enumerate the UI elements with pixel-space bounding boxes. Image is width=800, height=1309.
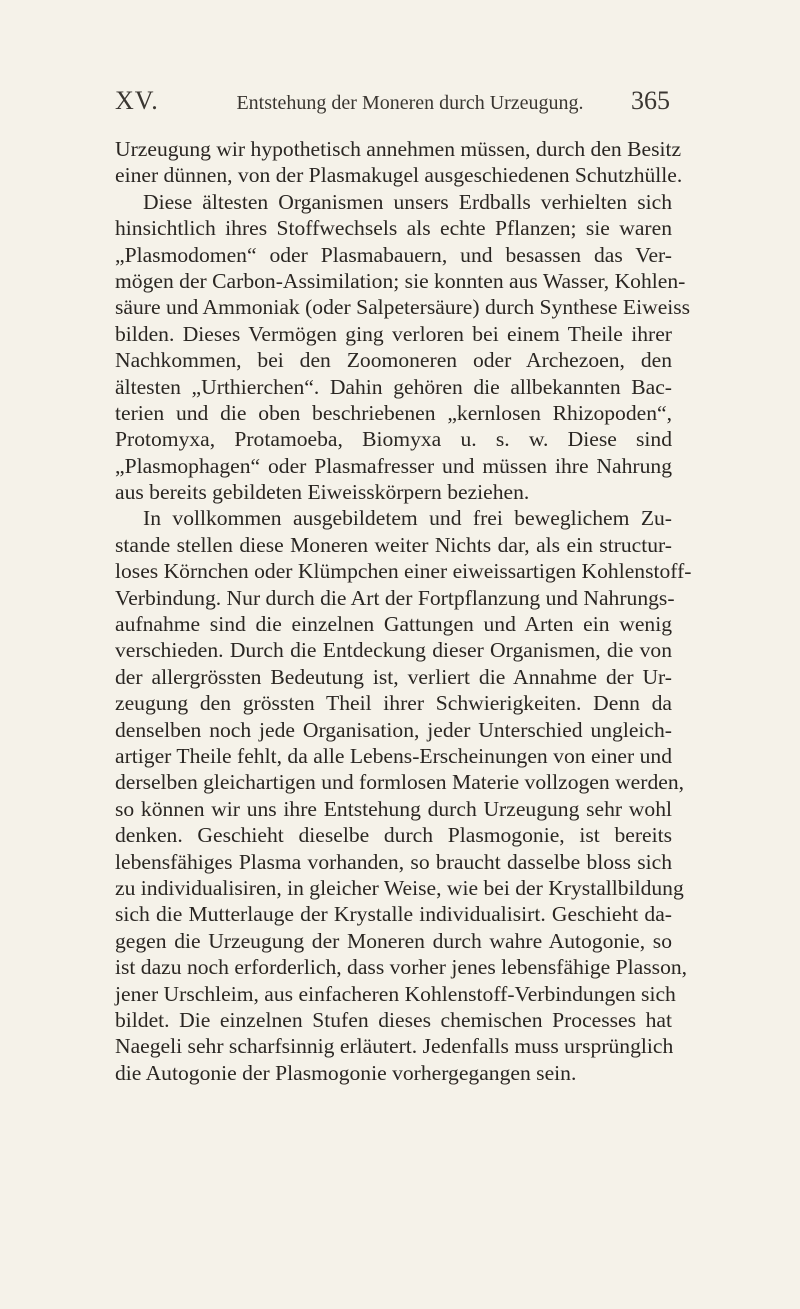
text-line: denken. Geschieht dieselbe durch Plasmogonie, ist bereits	[115, 823, 672, 848]
text-line: Diese ältesten Organismen unsers Erdballs verhielten sich	[143, 189, 672, 214]
text-line: „Plasmodomen“ oder Plasmabauern, und besassen das Ver-	[115, 242, 672, 267]
text-line: aus bereits gebildeten Eiweisskörpern beziehen.	[115, 480, 530, 505]
text-line: Nachkommen, bei den Zoomoneren oder Archezoen, den	[115, 348, 672, 373]
text-line: „Plasmophagen“ oder Plasmafresser und müssen ihre Nahrung	[115, 453, 672, 478]
text-line: zu individualisiren, in gleicher Weise, wie bei der Krystallbildung	[115, 875, 684, 900]
text-line: säure und Ammoniak (oder Salpetersäure) durch Synthese Eiweiss	[115, 295, 691, 320]
text-line: loses Körnchen oder Klümpchen einer eiweissartigen Kohlenstoff-	[115, 559, 692, 584]
text-line: denselben noch jede Organisation, jeder Unterschied ungleich-	[115, 717, 672, 742]
text-line: Protomyxa, Protamoeba, Biomyxa u. s. w. Diese sind	[115, 427, 672, 452]
text-line: sich die Mutterlauge der Krystalle individualisirt. Geschieht da-	[115, 902, 672, 927]
text-line: terien und die oben beschriebenen „kernlosen Rhizopoden“,	[115, 400, 672, 425]
chapter-number: XV.	[115, 86, 159, 115]
text-line: Urzeugung wir hypothetisch annehmen müssen, durch den Besitz	[115, 137, 682, 161]
text-line: stande stellen diese Moneren weiter Nichts dar, als ein structur-	[115, 532, 672, 557]
text-line: In vollkommen ausgebildetem und frei beweglichem Zu-	[143, 506, 672, 531]
text-line: Verbindung. Nur durch die Art der Fortpflanzung und Nahrungs-	[115, 585, 675, 610]
text-line: Naegeli sehr scharfsinnig erläutert. Jedenfalls muss ursprünglich	[115, 1034, 674, 1059]
running-title: Entstehung der Moneren durch Urzeugung.	[236, 92, 584, 114]
text-line: ist dazu noch erforderlich, dass vorher jenes lebensfähige Plasson,	[115, 955, 688, 980]
text-line: jener Urschleim, aus einfacheren Kohlenstoff-Verbindungen sich	[115, 981, 676, 1006]
text-line: artiger Theile fehlt, da alle Lebens-Erscheinungen von einer und	[115, 743, 672, 768]
running-head	[115, 86, 670, 120]
text-line: zeugung den grössten Theil ihrer Schwierigkeiten. Denn da	[115, 691, 672, 716]
page-number: 365	[631, 86, 670, 115]
text-line: derselben gleichartigen und formlosen Materie vollzogen werden,	[115, 770, 685, 795]
text-line: ältesten „Urthierchen“. Dahin gehören die allbekannten Bac-	[115, 374, 672, 399]
text-line: lebensfähiges Plasma vorhanden, so braucht dasselbe bloss sich	[115, 849, 672, 874]
text-line: die Autogonie der Plasmogonie vorhergegangen sein.	[115, 1060, 577, 1085]
body-text	[115, 136, 692, 1086]
text-line: der allergrössten Bedeutung ist, verliert die Annahme der Ur-	[115, 664, 672, 689]
text-line: mögen der Carbon-Assimilation; sie konnten aus Wasser, Kohlen-	[115, 268, 686, 293]
text-line: verschieden. Durch die Entdeckung dieser Organismen, die von	[115, 638, 672, 663]
text-line: einer dünnen, von der Plasmakugel ausgeschiedenen Schutzhülle.	[115, 163, 683, 188]
text-line: so können wir uns ihre Entstehung durch Urzeugung sehr wohl	[115, 796, 672, 821]
text-line: bildet. Die einzelnen Stufen dieses chemischen Processes hat	[115, 1007, 672, 1032]
text-line: bilden. Dieses Vermögen ging verloren bei einem Theile ihrer	[115, 321, 672, 346]
text-line: aufnahme sind die einzelnen Gattungen und Arten ein wenig	[115, 612, 672, 637]
text-line: gegen die Urzeugung der Moneren durch wahre Autogonie, so	[115, 928, 672, 953]
text-line: hinsichtlich ihres Stoffwechsels als echte Pflanzen; sie waren	[115, 216, 672, 241]
